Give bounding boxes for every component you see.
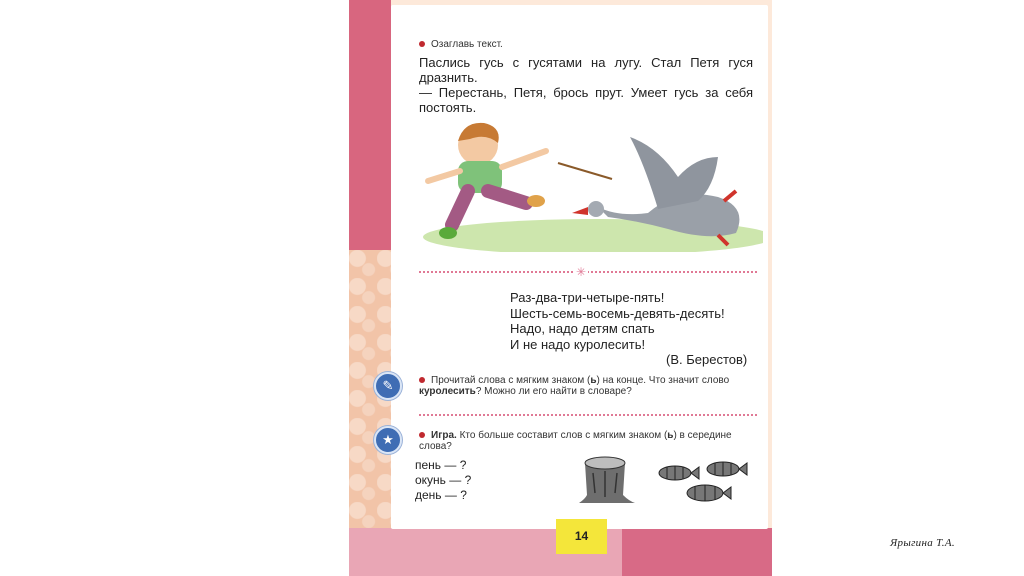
textbook-page-frame [349, 0, 772, 576]
task-1-text: Озаглавь текст. [431, 39, 503, 50]
poem-line-3: Надо, надо детям спать [510, 321, 655, 336]
poem [510, 290, 725, 352]
bullet-icon [419, 41, 425, 47]
boy-and-goose-illustration [418, 117, 763, 252]
poem-line-4: И не надо куролесить! [510, 336, 646, 352]
game-word-3: день — ? [415, 488, 467, 502]
game-word-2: окунь — ? [415, 473, 472, 487]
task-2-text: Прочитай слова с мягким знаком (ь) на конце. Что значит слово куролесить? Можно ли его найти в словаре? [419, 375, 730, 397]
poem-line-2: Шесть-семь-восемь-девять-десять! [510, 305, 725, 321]
game-word-list [415, 458, 471, 503]
dotted-divider-1 [419, 271, 757, 273]
bullet-icon [419, 377, 425, 383]
poem-author: (В. Берестов) [666, 352, 748, 367]
stick [558, 163, 612, 179]
stump-illustration [573, 449, 639, 507]
task-title-heading [419, 38, 503, 52]
white-page [382, 5, 768, 529]
story-paragraph-1: Паслись гусь с гусятами на лугу. Стал Петя гуся дразнить. [419, 55, 753, 85]
game-word-1: пень — ? [415, 458, 467, 472]
task-3-text: Игра. Кто больше составит слов с мягким знаком (ь) в середине слова? [419, 430, 732, 452]
poem-line-1: Раз-два-три-четыре-пять! [510, 290, 665, 305]
author-signature: Ярыгина Т.А. [890, 537, 955, 549]
dotted-divider-2 [419, 414, 757, 416]
floral-pattern [349, 250, 391, 570]
pencil-badge-icon: ✎ [374, 372, 402, 400]
divider-star-icon: ✳ [575, 265, 587, 279]
bullet-icon [419, 432, 425, 438]
perch-fish-illustration [653, 455, 753, 511]
stars-badge-icon: ★ [374, 426, 402, 454]
story-paragraph-2: — Перестань, Петя, брось прут. Умеет гусь за себя постоять. [419, 85, 753, 115]
page-number: 14 [556, 519, 607, 554]
